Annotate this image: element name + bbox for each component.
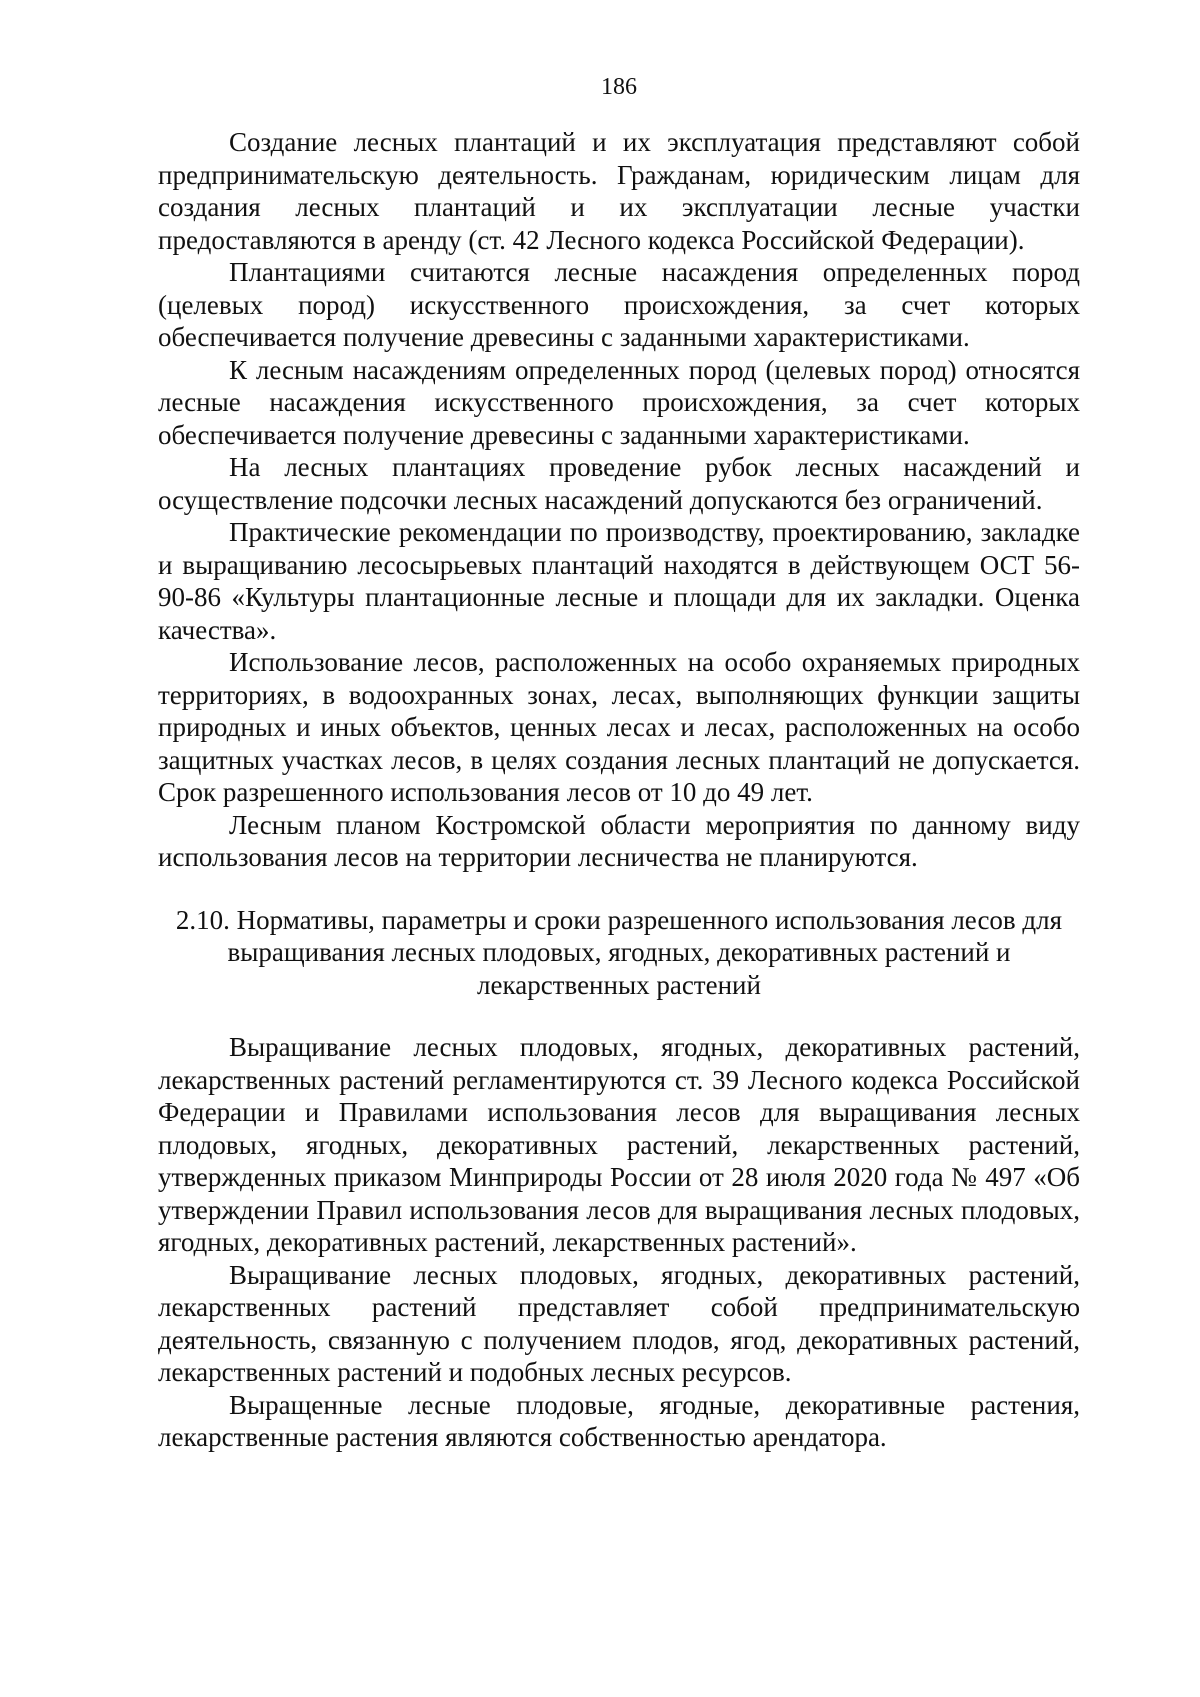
paragraph: Выращенные лесные плодовые, ягодные, декоративные растения, лекарственные растения являются собственностью арендатора. bbox=[158, 1389, 1080, 1452]
paragraph: Использование лесов, расположенных на особо охраняемых природных территориях, в водоохранных зонах, лесах, выполняющих функции защиты природных и иных объектов, ценных лесах и лесах, расположенных на особо защитных участках лесов, в целях создания лесных плантаций не допускается. Срок разрешенного использования лесов от 10 до 49 лет. bbox=[158, 647, 1080, 807]
paragraph: Выращивание лесных плодовых, ягодных, декоративных растений, лекарственных растений представляет собой предпринимательскую деятельность, связанную с получением плодов, ягод, декоративных растений, лекарственных растений и подобных лесных ресурсов. bbox=[158, 1259, 1080, 1387]
paragraph: Практические рекомендации по производству, проектированию, закладке и выращиванию лесосырьевых плантаций находятся в действующем ОСТ 56-90-86 «Культуры плантационные лесные и площади для их закладки. Оценка качества». bbox=[158, 517, 1080, 645]
paragraph: К лесным насаждениям определенных пород (целевых пород) относятся лесные насаждения искусственного происхождения, за счет которых обеспечивается получение древесины с заданными характеристиками. bbox=[158, 354, 1080, 450]
document-page bbox=[158, 0, 1080, 1697]
paragraph: Плантациями считаются лесные насаждения определенных пород (целевых пород) искусственного происхождения, за счет которых обеспечивается получение древесины с заданными характеристиками. bbox=[158, 257, 1080, 352]
paragraph: Лесным планом Костромской области мероприятия по данному виду использования лесов на территории лесничества не планируются. bbox=[158, 809, 1080, 872]
paragraph: Создание лесных плантаций и их эксплуатация представляют собой предпринимательскую деятельность. Гражданам, юридическим лицам для создания лесных плантаций и их эксплуатации лесные участки предоставляются в аренду (ст. 42 Лесного кодекса Российской Федерации). bbox=[158, 127, 1080, 255]
paragraph: Выращивание лесных плодовых, ягодных, декоративных растений, лекарственных растений регламентируются ст. 39 Лесного кодекса Российской Федерации и Правилами использования лесов для выращивания лесных плодовых, ягодных, декоративных растений, лекарственных растений, утвержденных приказом Минприроды России от 28 июля 2020 года № 497 «Об утверждении Правил использования лесов для выращивания лесных плодовых, ягодных, декоративных растений, лекарственных растений». bbox=[158, 1032, 1080, 1257]
document-body bbox=[158, 126, 1080, 1454]
paragraph: На лесных плантациях проведение рубок лесных насаждений и осуществление подсочки лесных насаждений допускаются без ограничений. bbox=[158, 452, 1080, 515]
section-heading: 2.10. Нормативы, параметры и сроки разрешенного использования лесов для выращивания лесных плодовых, ягодных, декоративных растений и лекарственных растений bbox=[175, 904, 1063, 1000]
page-number: 186 bbox=[601, 74, 637, 100]
